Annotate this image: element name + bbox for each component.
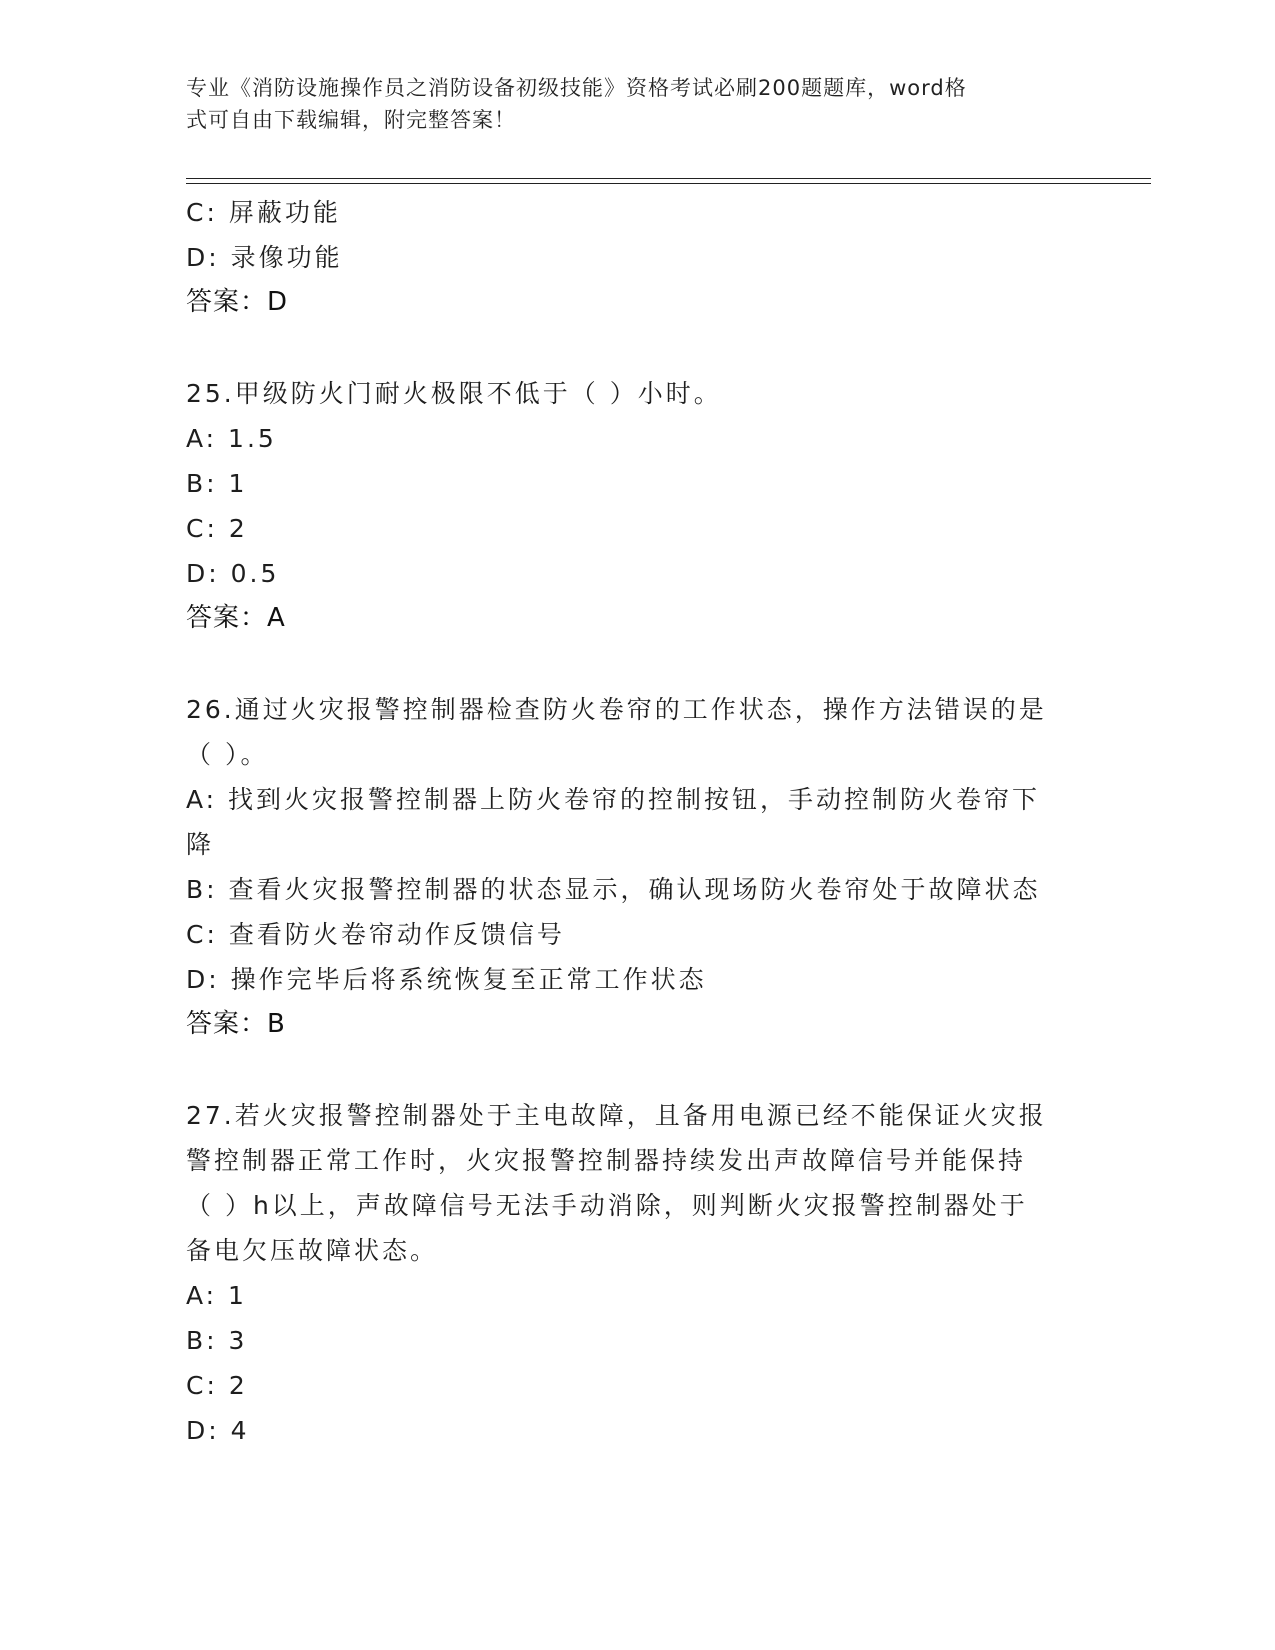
question-26 <box>186 687 1086 1047</box>
option-c: C: 屏蔽功能 <box>186 198 341 227</box>
option-d: D: 操作完毕后将系统恢复至正常工作状态 <box>186 965 707 994</box>
question-24-tail <box>186 190 1086 325</box>
question-stem-line-1: 26.通过火灾报警控制器检查防火卷帘的工作状态，操作方法错误的是 <box>186 695 1047 724</box>
option-b: B: 1 <box>186 469 248 498</box>
option-b: B: 查看火灾报警控制器的状态显示，确认现场防火卷帘处于故障状态 <box>186 875 1041 904</box>
answer-line: 答案：B <box>186 1009 286 1039</box>
header-line-1: 专业《消防设施操作员之消防设备初级技能》资格考试必刷200题题库，word格 <box>186 76 967 100</box>
question-stem-line-4: 备电欠压故障状态。 <box>186 1236 439 1265</box>
option-a: A: 1 <box>186 1281 247 1310</box>
page-header <box>186 72 1086 136</box>
question-25 <box>186 371 1086 641</box>
option-c: C: 查看防火卷帘动作反馈信号 <box>186 920 565 949</box>
option-a-line-2: 降 <box>186 830 215 859</box>
option-a: A: 1.5 <box>186 424 277 453</box>
answer-line: 答案：A <box>186 603 286 633</box>
question-stem-line-2: 警控制器正常工作时，火灾报警控制器持续发出声故障信号并能保持 <box>186 1146 1027 1175</box>
option-d: D: 0.5 <box>186 559 280 588</box>
header-divider-bottom <box>186 183 1151 184</box>
question-stem-line-3: （ ）h以上，声故障信号无法手动消除，则判断火灾报警控制器处于 <box>186 1191 1028 1220</box>
option-d: D: 4 <box>186 1416 250 1445</box>
question-stem-line-2: （ ）。 <box>186 740 269 769</box>
question-27 <box>186 1093 1086 1453</box>
answer-line: 答案：D <box>186 287 289 317</box>
option-c: C: 2 <box>186 1371 248 1400</box>
option-d: D: 录像功能 <box>186 243 343 272</box>
spacer <box>186 1047 1086 1093</box>
header-line-2: 式可自由下载编辑，附完整答案！ <box>186 108 516 132</box>
option-c: C: 2 <box>186 514 248 543</box>
question-stem-line-1: 27.若火灾报警控制器处于主电故障，且备用电源已经不能保证火灾报 <box>186 1101 1047 1130</box>
spacer <box>186 641 1086 687</box>
question-stem: 25.甲级防火门耐火极限不低于（ ）小时。 <box>186 379 722 408</box>
spacer <box>186 325 1086 371</box>
option-b: B: 3 <box>186 1326 248 1355</box>
header-divider-top <box>186 178 1151 179</box>
question-list <box>186 190 1086 1453</box>
option-a-line-1: A: 找到火灾报警控制器上防火卷帘的控制按钮，手动控制防火卷帘下 <box>186 785 1041 814</box>
